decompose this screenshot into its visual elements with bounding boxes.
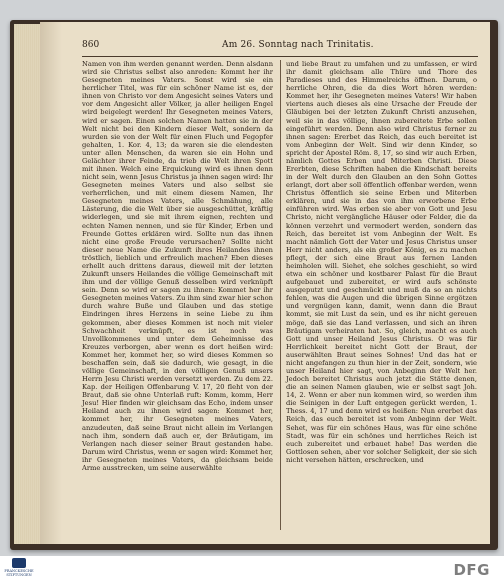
text-column-right bbox=[286, 60, 477, 464]
francke-logo-icon bbox=[12, 558, 26, 568]
page-edges bbox=[14, 24, 40, 544]
text-column-left bbox=[82, 60, 273, 472]
column-text: Namen von ihm werden genannt werden. Denn alsdann wird sie Christus selbst also anreden: Kommt her ihr Gesegneten meines Vaters. Sonst wird sie ein herrlicher Titel, was für ein schöner Name ist es, der ihnen von Christo vor dem Angesicht seines Vaters und vor dem Angesicht aller Völker, ja aller heiligen Engel wird beigelegt werden! Ihr Gesegneten meines Vaters, wird er sagen. Einen solchen Namen hatten sie in der Welt nicht bei den Kindern dieser Welt, sondern da wurden sie von der Welt für einen Fluch und Fegopfer gehalten, 1. Kor. 4, 13; da waren sie die elendesten unter allen Menschen, da waren sie ein Hohn und Gelächter ihrer Feinde, da trieb die Welt ihren Spott mit ihnen. Welch eine Erquickung wird es ihnen denn nicht sein, wenn Jesus Christus ja ihnen sagen wird: Ihr Gesegneten meines Vaters und also selbst sie verherrlichen, und mit einem diesem Namen, Ihr Gesegneten meines Vaters, alle Schmähung, alle Lästerung, die die Welt über sie ausgeschüttet, kräftig widerlegen, und sie mit ihrem eignen, rechten und echten Namen nennen, und sie für Kinder, Erben und Freunde Gottes erklären wird. Sollte nun das ihnen nicht eine große Freude verursachen? Sollte nicht dieser neue Name die Zukunft ihres Heilandes ihnen tröstlich, lieblich und erfreulich machen? Eben dieses erhellt auch drittens daraus, dieweil mit der letzten Zukunft unsers Heilandes die völlige Gemeinschaft mit ihm und der völlige Genuß desselben wird verknüpft sein. Denn so wird er sagen zu ihnen: Kommet her ihr Gesegneten meines Vaters. Zu ihm sind zwar hier schon durch wahre Buße und Glauben und das stetige Eindringen ihres Herzens in seine Liebe zu ihm gekommen, aber dieses Kommen ist noch mit vieler Schwachheit verknüpft, es ist noch was Unvollkommenes und unter dem Geheimnisse des Kreuzes verborgen, aber wenn es dort heißen wird: Kommet her, kommet her, so wird dieses Kommen so beschaffen sein, daß sie dadurch, wie gesagt, in die völlige Gemeinschaft, in den völligen Genuß unsers Herrn Jesu Christi werden versetzt werden. Zu dem 22. Kap. der Heiligen Offenbarung V. 17, 20 fleht von der Braut, daß sie ohne Unterlaß ruft: Komm, komm, Herr Jesu! Hier finden wir gleichsam das Echo, indem unser Heiland auch zu ihnen wird sagen: Kommet her, kommet her, ihr Gesegneten meines Vaters, anzudeuten, daß seine Braut nicht allein im Verlangen nach ihm, sondern daß auch er, der Bräutigam, im Verlangen nach dieser seiner Braut gestanden habe. Darum wird Christus, wenn er sagen wird: Kommet her, ihr Gesegneten meines Vaters, da gleichsam beide Arme ausstrecken, um seine auserwählte bbox=[82, 60, 273, 472]
column-text: und liebe Braut zu umfahen und zu umfassen, er wird ihr damit gleichsam alle Thüre und Thore des Paradieses und des Himmelreichs öffnen. Darum, o herrliche Ohren, die da dies Wort hören werden: Kommet her, ihr Gesegneten meines Vaters! Wir haben viertens auch dieses als eine Ursache der Freude der Gläubigen bei der letzten Zukunft Christi anzusehen, weil sie in das völlige, ihnen zubereitete Erbe sollen eingeführt werden. Denn also wird Christus ferner zu ihnen sagen: Ererbet das Reich, das euch bereitet ist vom Anbeginn der Welt. Sind wir denn Kinder, so spricht der Apostel Röm. 8, 17, so sind wir auch Erben, nämlich Gottes Erben und Miterben Christi. Diese Ererbten, diese Schriften haben die Kindschaft bereits in der Welt durch den Glauben an den Sohn Gottes erlangt, dort aber soll öffentlich offenbar werden, wenn Christus öffentlich sie seine Erben und Miterben erklären, und sie in das von ihm erworbene Erbe einführen wird. Was erben sie aber von Gott und Jesu Christo, nicht vergängliche Häuser oder Felder, die da können verzehrt und vermodert werden, sondern das Reich, das bereitet ist vom Anbeginn der Welt. Es macht nämlich Gott der Vater und Jesus Christus unser Herr nicht anders, als ein großer König, es zu machen pflegt, der sich eine Braut aus fernen Landen heimholen will. Siehet, ehe solches geschieht, so wird etwa ein schöner und kostbarer Palast für die Braut aufgebauet und zubereitet, er wird aufs schönste ausgeputzt und geschmückt und muß da so an nichts fehlen, was die Augen und die übrigen Sinne ergötzen und vergnügen kann, damit, wenn dann die Braut kommt, sie mit Lust da sein, und es ihr nicht gereuen möge, daß sie das Land verlassen, und sich an ihren Bräutigam verheiraten hat. So, gleich, macht es auch Gott und unser Heiland Jesus Christus. O was für Herrlichkeit bereitet nicht Gott der Braut, der auserwählten Braut seines Sohnes! Und das hat er nicht angefangen zu thun hier in der Zeit, sondern, wie unser Heiland hier sagt, von Anbeginn der Welt her. Jedoch bereitet Christus auch jetzt die Stätte denen, die an seinen Namen glauben, wie er selbst sagt Joh. 14, 2. Wenn er aber nun kommen wird, so werden ihm die Seinigen in der Luft entgegen gerückt werden, 1. Thess. 4, 17 und denn wird es heißen: Nun ererbet das Reich, das euch bereitet ist vom Anbeginn der Welt. Sehet, was für ein schönes Haus, was für eine schöne Stadt, was für ein schönes und herrliches Reich ist euch zubereitet und erbauet habe! Das werden die Gottlosen sehen, aber vor solcher Seligkeit, der sie sich nicht versehen hätten, erschrecken, und bbox=[286, 60, 477, 464]
page-header bbox=[82, 40, 478, 54]
footer-bar bbox=[0, 556, 504, 584]
column-divider bbox=[280, 60, 281, 530]
running-title: Am 26. Sonntag nach Trinitatis. bbox=[222, 40, 374, 50]
header-rule bbox=[82, 56, 478, 57]
page-number: 860 bbox=[82, 40, 100, 50]
dfg-logo: DFG bbox=[453, 561, 490, 579]
francke-logo bbox=[4, 558, 34, 582]
francke-logo-text: FRANCKESCHE STIFTUNGEN bbox=[4, 569, 34, 577]
